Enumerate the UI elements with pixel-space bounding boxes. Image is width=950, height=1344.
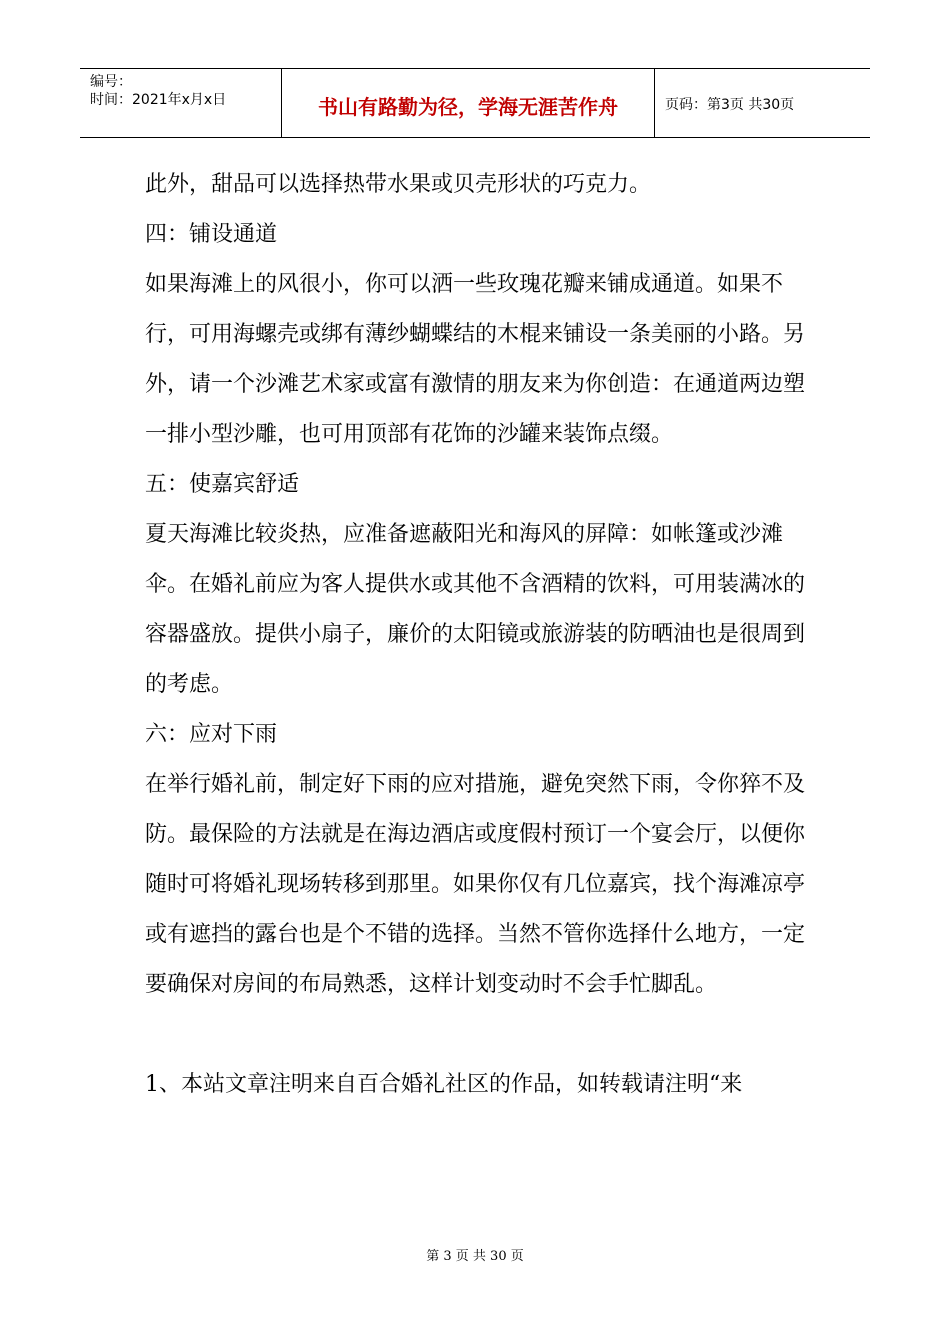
paragraph: 夏天海滩比较炎热，应准备遮蔽阳光和海风的屏障：如帐篷或沙滩伞。在婚礼前应为客人提供水或其他不含酒精的饮料，可用装满冰的容器盛放。提供小扇子，廉价的太阳镜或旅游装的防晒油也是很周到的考虑。 [145, 522, 806, 697]
header-motto: 书山有路勤为径，学海无涯苦作舟 [282, 69, 655, 137]
page-footer: 第 3 页 共 30 页 [426, 1249, 524, 1264]
header-page-info: 页码：第3页 共30页 [665, 97, 795, 113]
header-meta [80, 69, 282, 137]
section-heading: 四：铺设通道 [145, 222, 278, 247]
page-header [80, 68, 870, 138]
paragraph: 如果海滩上的风很小，你可以洒一些玫瑰花瓣来铺成通道。如果不行，可用海螺壳或绑有薄纱蝴蝶结的木棍来铺设一条美丽的小路。另外，请一个沙滩艺术家或富有激情的朋友来为你创造：在通道两边塑一排小型沙雕，也可用顶部有花饰的沙罐来装饰点缀。 [145, 272, 806, 447]
blank-line [145, 1010, 805, 1060]
number-label: 编号： [90, 74, 132, 90]
section-heading: 六：应对下雨 [145, 722, 278, 747]
paragraph: 在举行婚礼前，制定好下雨的应对措施，避免突然下雨，令你猝不及防。最保险的方法就是在海边酒店或度假村预订一个宴会厅，以便你随时可将婚礼现场转移到那里。如果你仅有几位嘉宾，找个海滩凉亭或有遮挡的露台也是个不错的选择。当然不管你选择什么地方，一定要确保对房间的布局熟悉，这样计划变动时不会手忙脚乱。 [145, 772, 806, 997]
paragraph: 此外，甜品可以选择热带水果或贝壳形状的巧克力。 [145, 172, 652, 197]
section-heading: 五：使嘉宾舒适 [145, 472, 300, 497]
document-body [145, 160, 805, 1110]
time-label: 时间：2021年x月x日 [90, 92, 227, 108]
note-paragraph: 1、本站文章注明来自百合婚礼社区的作品，如转载请注明“来 [145, 1072, 743, 1097]
